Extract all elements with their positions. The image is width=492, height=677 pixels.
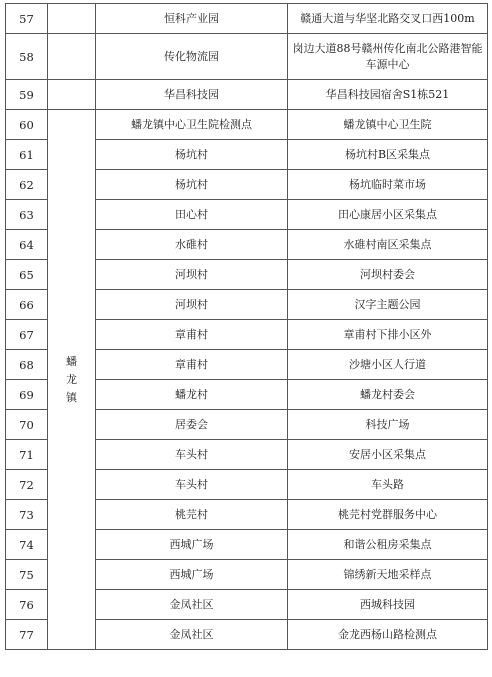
site-address: 杨坑村B区采集点: [288, 140, 488, 170]
site-address: 科技广场: [288, 410, 488, 440]
unit-name: 章甫村: [96, 350, 288, 380]
town-name-cell: [48, 110, 96, 650]
unit-name: 杨坑村: [96, 170, 288, 200]
row-number: 74: [6, 530, 48, 560]
site-address: 车头路: [288, 470, 488, 500]
row-number: 72: [6, 470, 48, 500]
row-number: 64: [6, 230, 48, 260]
town-cell: [48, 80, 96, 110]
site-address: 蟠龙村委会: [288, 380, 488, 410]
table-row: [6, 80, 488, 110]
site-address: 金龙西杨山路检测点: [288, 620, 488, 650]
row-number: 69: [6, 380, 48, 410]
unit-name: 河坝村: [96, 290, 288, 320]
unit-name: 杨坑村: [96, 140, 288, 170]
site-address: 水碓村南区采集点: [288, 230, 488, 260]
row-number: 68: [6, 350, 48, 380]
row-number: 75: [6, 560, 48, 590]
unit-name: 恒科产业园: [96, 4, 288, 34]
site-address: 汉字主题公园: [288, 290, 488, 320]
unit-name: 传化物流园: [96, 34, 288, 80]
unit-name: 章甫村: [96, 320, 288, 350]
site-address: 桃芫村党群服务中心: [288, 500, 488, 530]
unit-name: 居委会: [96, 410, 288, 440]
site-address: 蟠龙镇中心卫生院: [288, 110, 488, 140]
row-number: 65: [6, 260, 48, 290]
unit-name: 华昌科技园: [96, 80, 288, 110]
row-number: 58: [6, 34, 48, 80]
site-address: 西城科技园: [288, 590, 488, 620]
site-address: 和谐公租房采集点: [288, 530, 488, 560]
site-address: 锦绣新天地采样点: [288, 560, 488, 590]
unit-name: 蟠龙镇中心卫生院检测点: [96, 110, 288, 140]
site-address: 杨坑临时菜市场: [288, 170, 488, 200]
row-number: 66: [6, 290, 48, 320]
testing-sites-table: [5, 3, 488, 650]
table-row: [6, 110, 488, 140]
row-number: 77: [6, 620, 48, 650]
row-number: 60: [6, 110, 48, 140]
unit-name: 金凤社区: [96, 590, 288, 620]
site-address: 华昌科技园宿舍S1栋521: [288, 80, 488, 110]
unit-name: 金凤社区: [96, 620, 288, 650]
unit-name: 河坝村: [96, 260, 288, 290]
site-address: 沙塘小区人行道: [288, 350, 488, 380]
unit-name: 田心村: [96, 200, 288, 230]
town-name: 蟠龙镇: [66, 354, 77, 404]
unit-name: 水碓村: [96, 230, 288, 260]
site-address: 岗边大道88号赣州传化南北公路港智能车源中心: [288, 34, 488, 80]
row-number: 62: [6, 170, 48, 200]
site-address: 田心康居小区采集点: [288, 200, 488, 230]
site-address: 河坝村委会: [288, 260, 488, 290]
row-number: 63: [6, 200, 48, 230]
town-cell: [48, 4, 96, 34]
row-number: 73: [6, 500, 48, 530]
row-number: 67: [6, 320, 48, 350]
unit-name: 桃芫村: [96, 500, 288, 530]
row-number: 59: [6, 80, 48, 110]
unit-name: 西城广场: [96, 560, 288, 590]
table-row: [6, 34, 488, 80]
unit-name: 车头村: [96, 470, 288, 500]
table-body: [6, 4, 488, 650]
row-number: 61: [6, 140, 48, 170]
row-number: 71: [6, 440, 48, 470]
site-address: 安居小区采集点: [288, 440, 488, 470]
town-cell: [48, 34, 96, 80]
unit-name: 西城广场: [96, 530, 288, 560]
site-address: 章甫村下排小区外: [288, 320, 488, 350]
site-address: 赣通大道与华坚北路交叉口西100m: [288, 4, 488, 34]
row-number: 57: [6, 4, 48, 34]
row-number: 76: [6, 590, 48, 620]
unit-name: 蟠龙村: [96, 380, 288, 410]
table-row: [6, 4, 488, 34]
unit-name: 车头村: [96, 440, 288, 470]
row-number: 70: [6, 410, 48, 440]
